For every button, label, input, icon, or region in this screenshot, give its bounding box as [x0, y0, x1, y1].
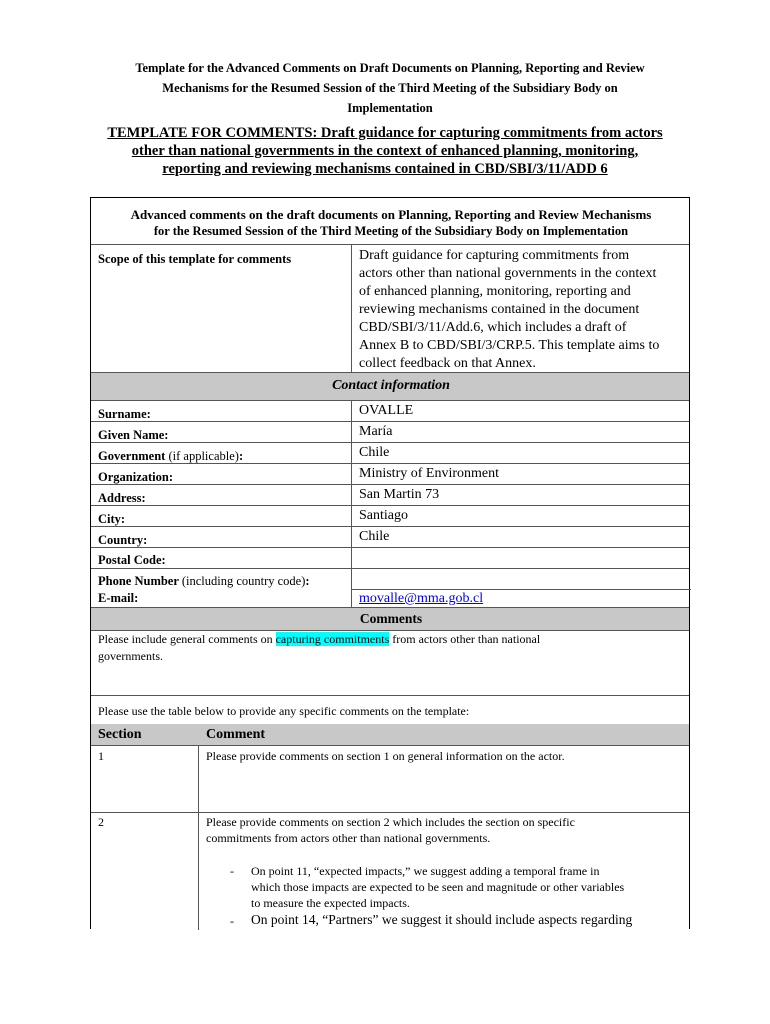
city-value[interactable]: Santiago	[359, 508, 408, 523]
general-comments-prompt-line2: governments.	[98, 649, 163, 663]
section-column-header: Section	[98, 727, 142, 742]
phone-label: Phone Number (including country code):	[98, 574, 310, 588]
postal-code-label: Postal Code:	[98, 553, 166, 567]
comments-form-table: Advanced comments on the draft documents on Planning, Reporting and Review Mechanisms for the Resumed Session of the Third Meeting of the Subsidiary Body on Implementation Scope of this template for comments Draft guidance for capturing commitments from actors other than national governments in the context of enhanced planning, monitoring, reporting and reviewing mechanisms contained in the document CBD/SBI/3/11/Add.6, which includes a draft of Annex B to CBD/SBI/3/CRP.5. This template aims to collect feedback on that Annex. Contact information Surname: OVALLE Given Name: María Government (if applicable): Chile Organization: Ministry of Environment Address: San Martin 73 City: Santiago Country: Chile Postal Code: Phone Number (including country code): E-mail: movalle@mma.gob.cl Comments Please include general comments on capturing commitments from actors other than national governments. Please use the table below to provide any specific comments on the template: Section Comment 1 Please provide comments on section 1 on general information on the actor. 2 Please provide comments on section 2 which includes the section on specific commitments from actors other than national governments. - On point 11, “expected impacts,” we suggest adding a temporal frame in which those impacts are expected to be seen and magnitude or other variables to measure the expected impacts. - On point 14, “Partners” we suggest it should include aspects regarding	[90, 197, 690, 929]
row-divider	[91, 607, 689, 608]
row-divider	[91, 484, 689, 485]
country-label: Country:	[98, 533, 148, 547]
comment-column-header: Comment	[206, 727, 266, 742]
specific-comments-intro: Please use the table below to provide any specific comments on the template:	[98, 704, 470, 718]
row-divider	[91, 421, 689, 422]
bullet-2-line1: On point 14, “Partners” we suggest it should include aspects regarding	[251, 912, 633, 927]
comments-heading: Comments	[359, 611, 423, 626]
bullet-dash: -	[230, 914, 234, 928]
email-label: E-mail:	[98, 591, 139, 605]
row-divider	[91, 505, 689, 506]
form-heading-line2: for the Resumed Session of the Third Meeting of the Subsidiary Body on Implementation	[153, 224, 629, 238]
bullet-1-line2: which those impacts are expected to be seen and magnitude or other variables	[251, 880, 625, 894]
given-name-label: Given Name:	[98, 428, 169, 442]
column-divider	[351, 244, 352, 372]
given-name-value[interactable]: María	[359, 424, 393, 439]
template-subtitle: TEMPLATE FOR COMMENTS: Draft guidance for capturing commitments from actors other than national governments in the context of enhanced planning, monitoring, reporting and reviewing mechanisms contained in CBD/SBI/3/11/ADD 6	[107, 125, 663, 177]
government-label: Government (if applicable):	[98, 449, 244, 463]
row-2-comment-line1[interactable]: Please provide comments on section 2 which includes the section on specific	[206, 815, 575, 829]
row-2-comment-line2[interactable]: commitments from actors other than national governments.	[206, 831, 491, 845]
row-divider	[91, 745, 689, 746]
city-label: City:	[98, 512, 126, 526]
row-divider	[91, 442, 689, 443]
email-link[interactable]: movalle@mma.gob.cl	[359, 591, 484, 606]
scope-label: Scope of this template for comments	[98, 252, 292, 266]
row-divider	[91, 812, 689, 813]
form-heading-line1: Advanced comments on the draft documents on Planning, Reporting and Review Mechanisms	[130, 207, 652, 222]
surname-label: Surname:	[98, 407, 151, 421]
bullet-dash: -	[230, 864, 234, 878]
table-header-bar	[91, 724, 689, 745]
document-title: Template for the Advanced Comments on Draft Documents on Planning, Reporting and Review Mechanisms for the Resumed Session of the Third Meeting of the Subsidiary Body on Implementation	[135, 61, 645, 115]
row-divider	[91, 372, 689, 373]
row-divider	[91, 630, 689, 631]
row-divider	[91, 526, 689, 527]
general-comments-prompt: Please include general comments on capturing commitments from actors other than national	[98, 632, 541, 646]
row-divider	[91, 463, 689, 464]
row-1-section: 1	[98, 749, 104, 763]
address-value[interactable]: San Martin 73	[359, 487, 440, 502]
organization-value[interactable]: Ministry of Environment	[359, 466, 499, 481]
row-divider	[91, 400, 689, 401]
row-divider	[91, 244, 689, 245]
row-divider	[91, 547, 689, 548]
surname-value[interactable]: OVALLE	[359, 403, 414, 418]
row-divider	[351, 589, 691, 590]
row-divider	[91, 568, 689, 569]
column-divider	[351, 400, 352, 607]
address-label: Address:	[98, 491, 146, 505]
highlighted-text: capturing commitments	[275, 632, 390, 646]
row-divider	[91, 695, 689, 696]
organization-label: Organization:	[98, 470, 173, 484]
column-divider	[198, 745, 199, 930]
country-value[interactable]: Chile	[359, 529, 390, 544]
bullet-1-line1: On point 11, “expected impacts,” we suggest adding a temporal frame in	[251, 864, 600, 878]
row-1-comment[interactable]: Please provide comments on section 1 on general information on the actor.	[206, 749, 565, 763]
bullet-1-line3: to measure the expected impacts.	[251, 896, 410, 910]
row-2-section: 2	[98, 815, 104, 829]
government-value[interactable]: Chile	[359, 445, 390, 460]
contact-heading: Contact information	[332, 378, 450, 393]
